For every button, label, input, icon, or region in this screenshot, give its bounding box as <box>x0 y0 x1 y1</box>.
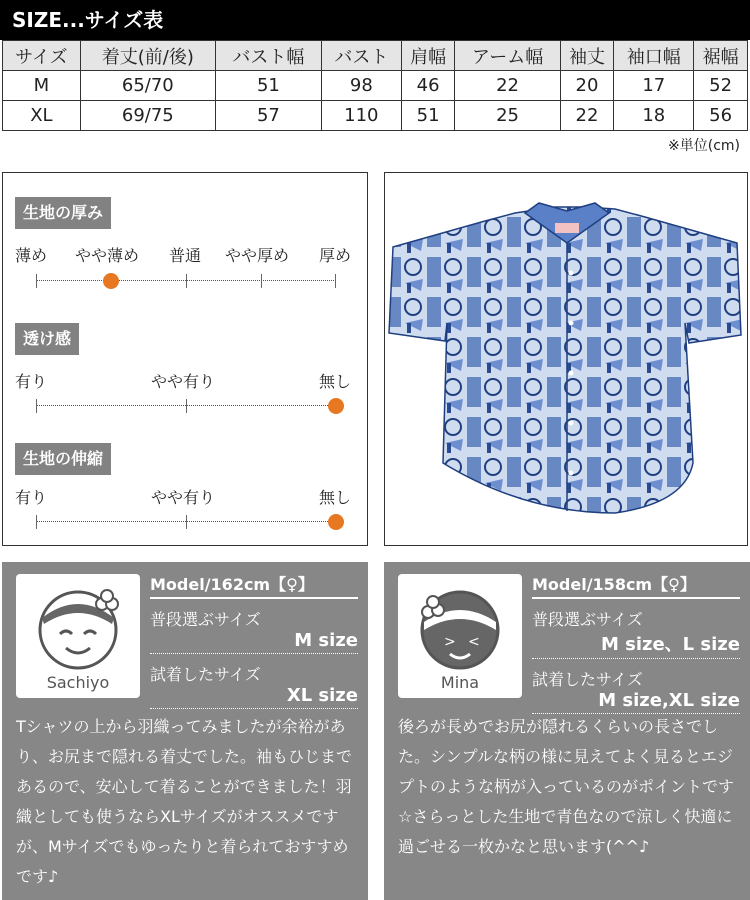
table-cell: M <box>3 71 81 101</box>
table-cell: 20 <box>560 71 614 101</box>
scale-tick <box>36 399 37 413</box>
table-cell: XL <box>3 101 81 131</box>
col-header: 肩幅 <box>401 41 455 71</box>
model-panel-sachiyo <box>2 562 368 900</box>
model-panel-mina <box>384 562 750 900</box>
model-info <box>532 572 740 714</box>
scale-label: 有り <box>15 488 48 507</box>
col-header: 袖丈 <box>560 41 614 71</box>
scale-label: 無し <box>319 488 352 507</box>
table-row <box>3 101 748 131</box>
usual-size-label: 普段選ぶサイズ <box>150 610 261 629</box>
shirt-image <box>385 173 748 546</box>
unit-note: ※単位(cm) <box>668 138 740 154</box>
col-header: アーム幅 <box>455 41 560 71</box>
col-header: サイズ <box>3 41 81 71</box>
size-table-header-row <box>3 41 748 71</box>
table-cell: 56 <box>694 101 748 131</box>
table-row <box>3 71 748 101</box>
table-cell: 110 <box>321 101 401 131</box>
scale-label: 有り <box>15 372 48 391</box>
table-cell: 98 <box>321 71 401 101</box>
avatar-name: Mina <box>440 673 480 692</box>
scale-label: やや有り <box>151 488 216 507</box>
col-header: バスト幅 <box>215 41 321 71</box>
col-header: 袖口幅 <box>614 41 694 71</box>
table-cell: 46 <box>401 71 455 101</box>
scale-tick <box>261 274 262 288</box>
scale-tick <box>186 274 187 288</box>
size-table <box>2 40 748 131</box>
table-cell: 52 <box>694 71 748 101</box>
usual-size-value: M size、L size <box>532 630 740 659</box>
tried-size-value: M size,XL size <box>532 690 740 714</box>
scale-label: 厚め <box>319 246 352 265</box>
model-height: Model/158cm【♀】 <box>532 572 740 599</box>
scale-tick <box>36 274 37 288</box>
model-comment: Tシャツの上から羽織ってみましたが余裕があり、お尻まで隠れる着丈でした。袖もひじまであるので、安心して着ることができました！羽織としても使うならXLサイズがオススメですが、Mサイズでもゆったりと着られておすすめです♪ <box>16 717 353 886</box>
table-cell: 65/70 <box>80 71 215 101</box>
avatar <box>398 574 522 698</box>
scale-tick <box>36 515 37 529</box>
scale-label: 薄め <box>15 246 48 265</box>
stretch-marker <box>328 514 344 530</box>
avatar-name: Sachiyo <box>46 673 110 692</box>
scale-label: 無し <box>319 372 352 391</box>
table-cell: 69/75 <box>80 101 215 131</box>
scale-tick <box>335 274 336 288</box>
sheer-scale <box>36 405 336 406</box>
table-cell: 51 <box>401 101 455 131</box>
table-cell: 22 <box>455 71 560 101</box>
tried-size-label: 試着したサイズ <box>532 670 643 689</box>
table-cell: 17 <box>614 71 694 101</box>
scale-label: 普通 <box>169 246 202 265</box>
stretch-tag: 生地の伸縮 <box>15 443 111 475</box>
scale-label: やや薄め <box>75 246 140 265</box>
col-header: バスト <box>321 41 401 71</box>
stretch-scale <box>36 521 336 522</box>
thickness-scale <box>36 280 336 281</box>
avatar <box>16 574 140 698</box>
table-cell: 57 <box>215 101 321 131</box>
table-cell: 18 <box>614 101 694 131</box>
col-header: 着丈(前/後) <box>80 41 215 71</box>
product-photo <box>384 172 748 546</box>
tried-size-label: 試着したサイズ <box>150 665 261 684</box>
usual-size-value: M size <box>150 630 358 654</box>
scale-label: やや厚め <box>225 246 290 265</box>
model-comment: 後ろが長めでお尻が隠れるくらいの長さでした。シンプルな柄の様に見えてよく見るとエジプトのような柄が入っているのがポイントです☆さらっとした生地で青色なので涼しく快適に過ごせる一枚かなと思います(^^♪ <box>398 717 735 856</box>
fabric-panel <box>2 172 368 546</box>
model-height: Model/162cm【♀】 <box>150 572 358 599</box>
sheer-marker <box>328 398 344 414</box>
model-info <box>150 572 358 709</box>
usual-size-label: 普段選ぶサイズ <box>532 610 643 629</box>
scale-label: やや有り <box>151 372 216 391</box>
thickness-marker <box>103 273 119 289</box>
table-cell: 25 <box>455 101 560 131</box>
scale-tick <box>186 515 187 529</box>
size-chart-header: SIZE...サイズ表 <box>0 0 750 40</box>
scale-tick <box>186 399 187 413</box>
svg-text:<: < <box>468 634 480 650</box>
tried-size-value: XL size <box>150 685 358 709</box>
sheer-tag: 透け感 <box>15 323 79 355</box>
table-cell: 22 <box>560 101 614 131</box>
svg-text:>: > <box>444 634 456 650</box>
col-header: 裾幅 <box>694 41 748 71</box>
table-cell: 51 <box>215 71 321 101</box>
thickness-tag: 生地の厚み <box>15 197 111 229</box>
